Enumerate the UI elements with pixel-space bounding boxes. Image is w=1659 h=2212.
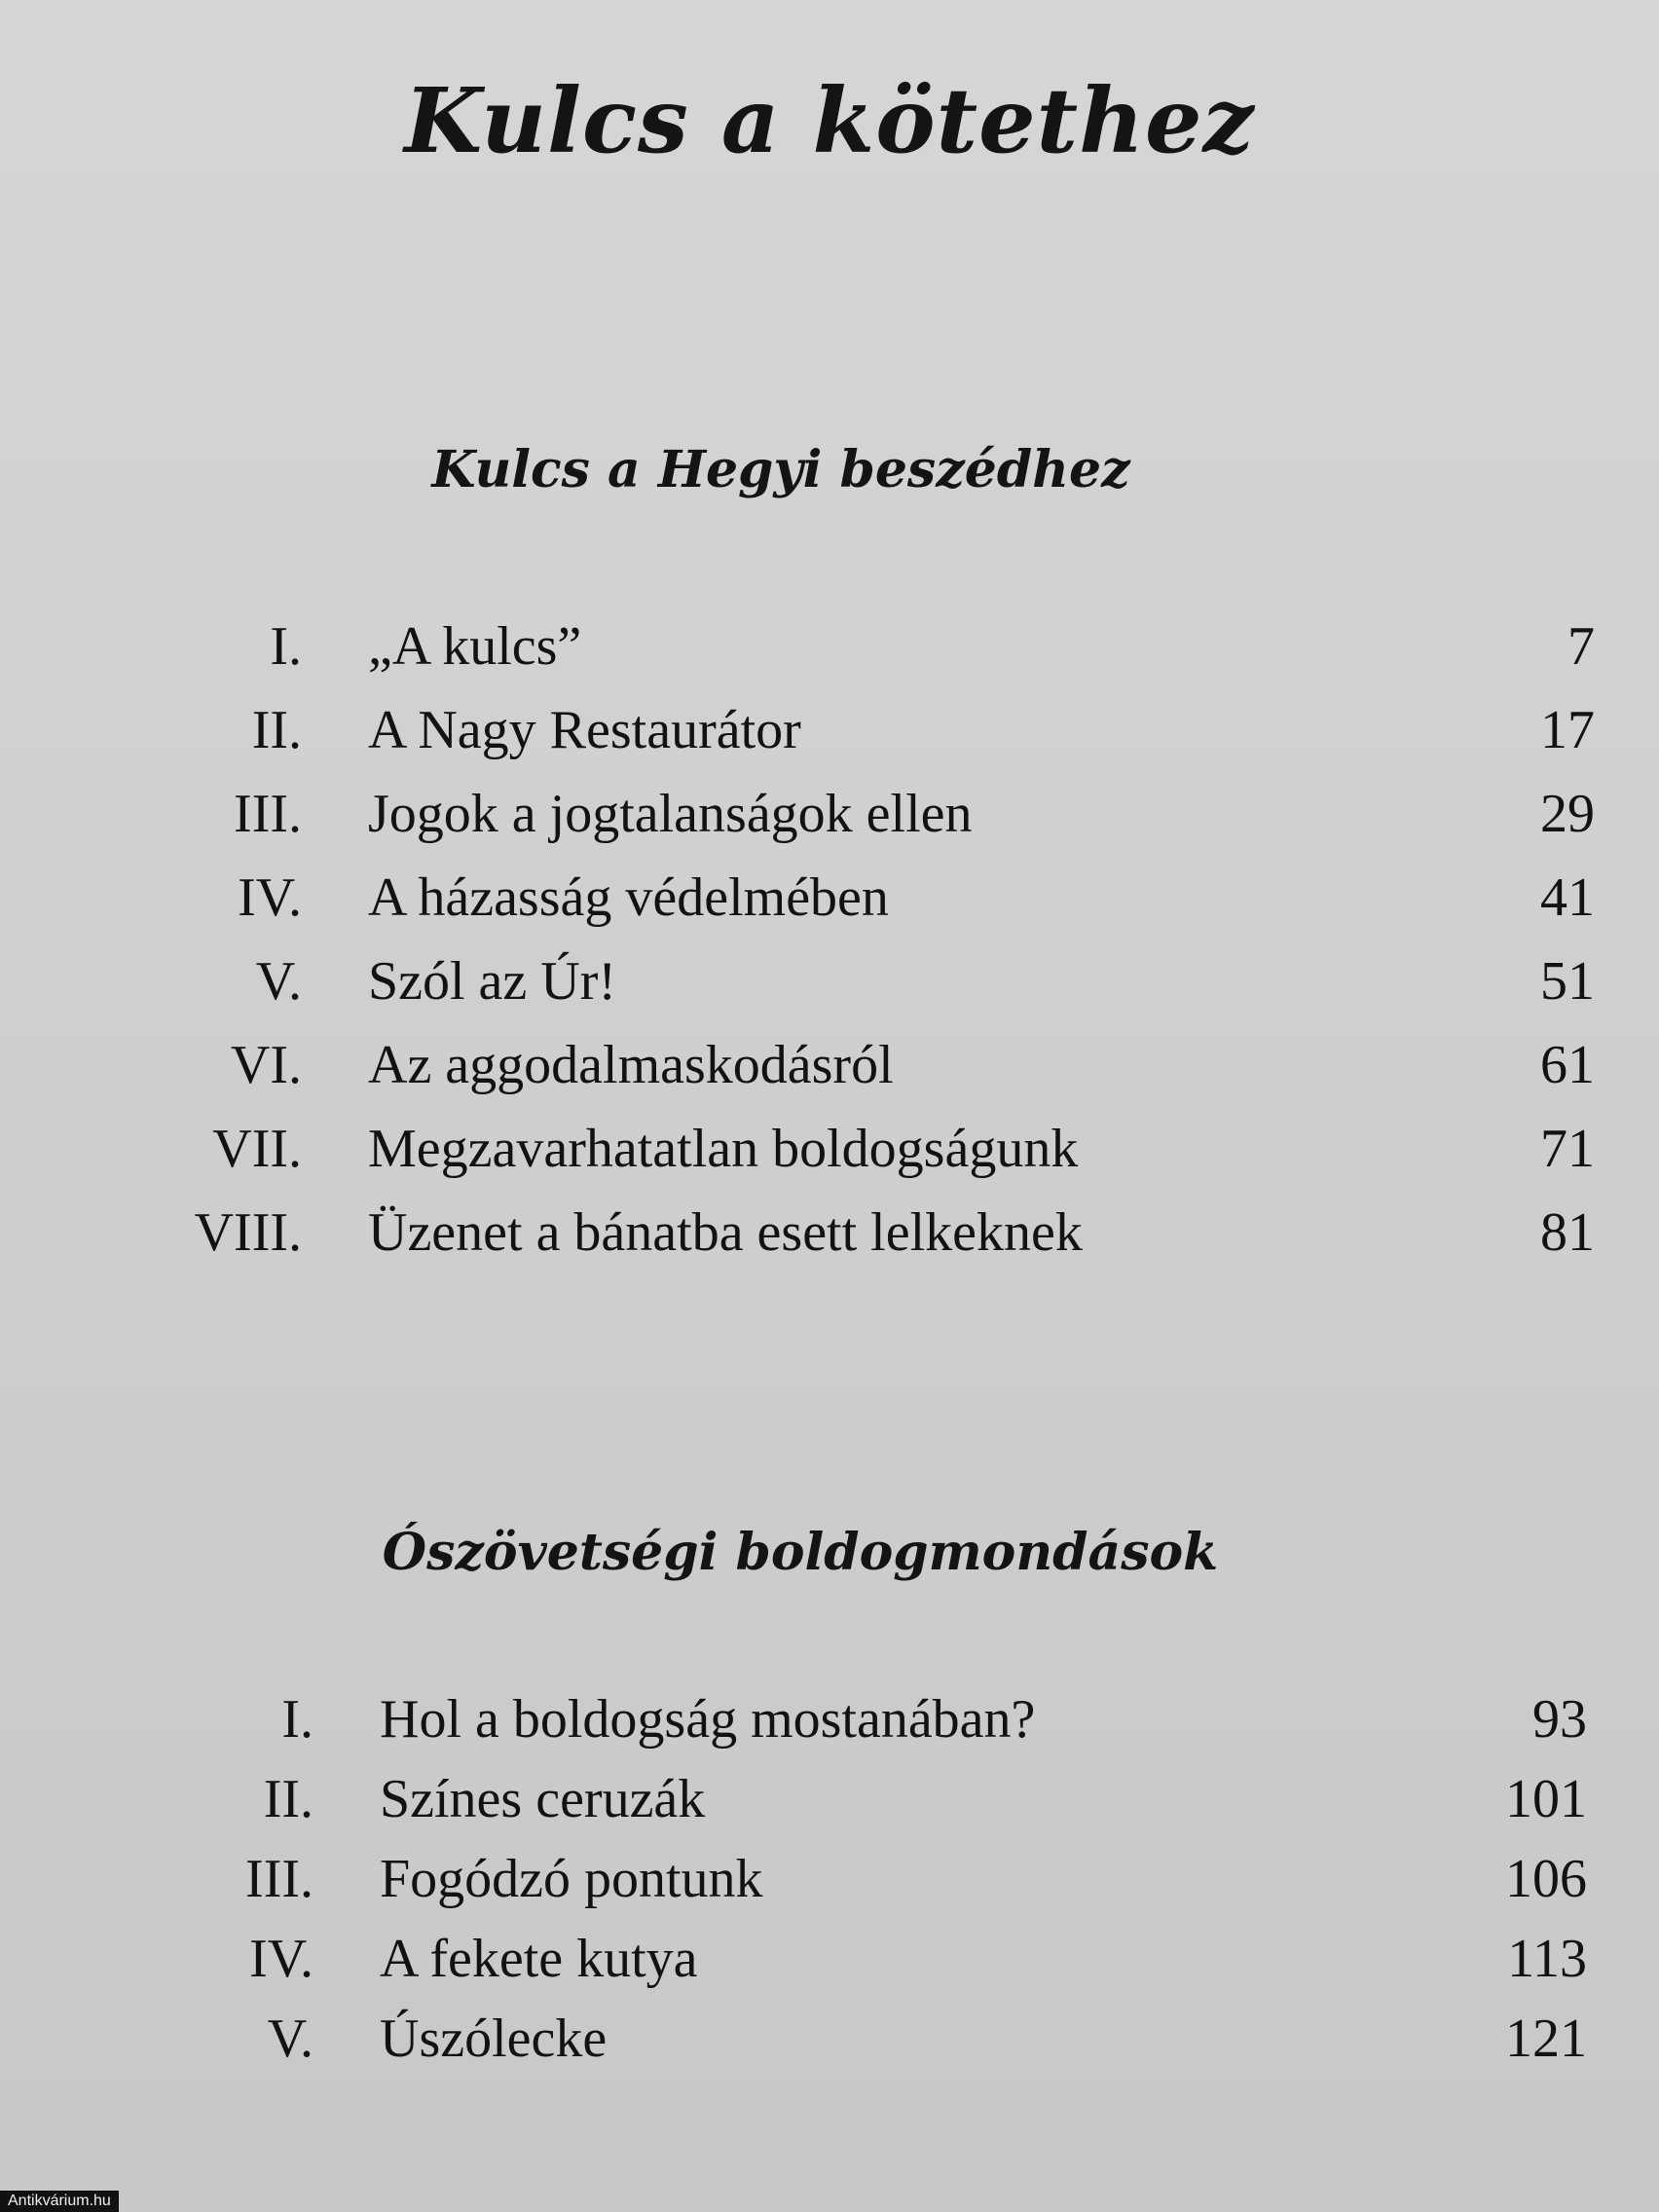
toc-entry-number: V. <box>255 951 302 1012</box>
toc-entry <box>0 699 1659 783</box>
toc-entry-page: 93 <box>1532 1689 1587 1750</box>
page-title: Kulcs a kötethez <box>404 68 1255 173</box>
toc-entry-title: Hol a boldogság mostanában? <box>380 1689 1036 1750</box>
toc-entry-page: 101 <box>1505 1769 1587 1829</box>
toc-entry-title: Színes ceruzák <box>380 1769 706 1829</box>
toc-entry-number: IV. <box>249 1929 313 1989</box>
toc-entry <box>0 1201 1659 1285</box>
toc-entry <box>0 783 1659 866</box>
toc-entry-page: 51 <box>1540 951 1595 1012</box>
toc-entry-title: Üzenet a bánatba esett lelkeknek <box>368 1202 1083 1263</box>
toc-entry-title: Fogódzó pontunk <box>380 1849 763 1909</box>
toc-entry-number: I. <box>281 1689 313 1750</box>
toc-entry-number: II. <box>263 1769 313 1829</box>
toc-entry-page: 7 <box>1567 616 1595 677</box>
toc-entry-page: 113 <box>1507 1929 1587 1989</box>
toc-entry-page: 17 <box>1540 700 1595 760</box>
toc-entry-title: Az aggodalmaskodásról <box>368 1035 894 1095</box>
toc-entry <box>0 866 1659 950</box>
toc-entry <box>0 1118 1659 1201</box>
toc-entry-page: 106 <box>1505 1849 1587 1909</box>
toc-entry-title: „A kulcs” <box>368 616 582 677</box>
toc-entry <box>0 1688 1659 1772</box>
toc-entry <box>0 1034 1659 1118</box>
toc-entry-number: VI. <box>230 1035 302 1095</box>
toc-entry-number: VII. <box>212 1119 302 1179</box>
toc-entry-page: 29 <box>1540 784 1595 844</box>
toc-entry-title: A Nagy Restaurátor <box>368 700 801 760</box>
section-heading-hegyi-beszed: Kulcs a Hegyi beszédhez <box>431 440 1130 499</box>
toc-entry-title: Úszólecke <box>380 2009 608 2069</box>
toc-entry-title: A fekete kutya <box>380 1929 698 1989</box>
toc-entry-title: A házasság védelmében <box>368 867 889 928</box>
toc-entry-number: III. <box>245 1849 313 1909</box>
toc-entry <box>0 1928 1659 2011</box>
toc-entry-title: Megzavarhatatlan boldogságunk <box>368 1119 1079 1179</box>
toc-entry-number: IV. <box>238 867 302 928</box>
toc-entry <box>0 615 1659 699</box>
toc-entry-number: II. <box>251 700 302 760</box>
toc-entry-number: III. <box>234 784 302 844</box>
toc-entry-page: 81 <box>1540 1202 1595 1263</box>
toc-entry-number: V. <box>267 2009 313 2069</box>
toc-entry <box>0 1848 1659 1932</box>
toc-entry <box>0 2008 1659 2091</box>
watermark-label: Antikvárium.hu <box>0 2191 119 2212</box>
toc-entry-page: 71 <box>1540 1119 1595 1179</box>
toc-entry <box>0 950 1659 1034</box>
toc-entry-title: Jogok a jogtalanságok ellen <box>368 784 973 844</box>
section-heading-oszovetsegi: Ószövetségi boldogmondások <box>382 1523 1219 1582</box>
toc-entry-title: Szól az Úr! <box>368 951 617 1012</box>
toc-entry-page: 61 <box>1540 1035 1595 1095</box>
toc-entry-page: 121 <box>1505 2009 1587 2069</box>
toc-entry-number: I. <box>270 616 302 677</box>
toc-entry <box>0 1768 1659 1852</box>
toc-entry-page: 41 <box>1540 867 1595 928</box>
toc-entry-number: VIII. <box>194 1202 302 1263</box>
